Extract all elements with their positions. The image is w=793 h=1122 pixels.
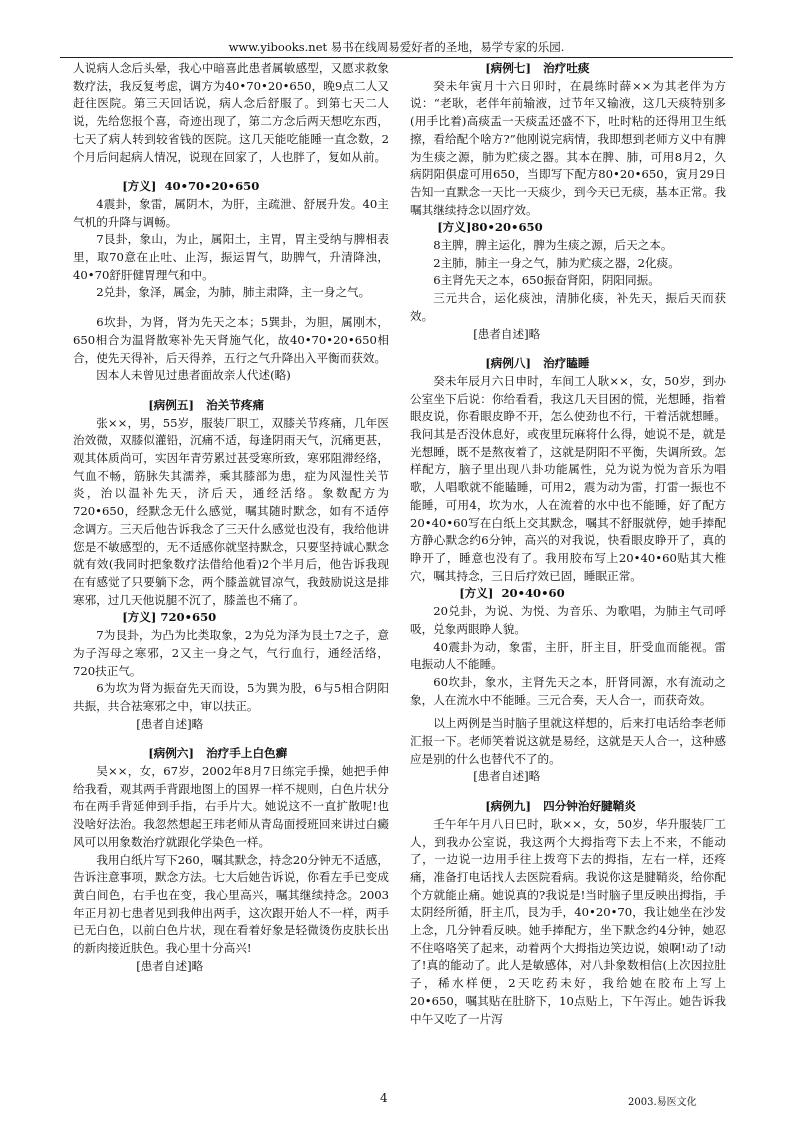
paragraph: 我用白纸片写下260，嘱其默念，持念20分钟无不适感，告诉注意事项，默念方法。七大后她告诉说，你看左手已变成黄白间色，右手也在变，我心里高兴，嘱其继续持念。2003年正月初七患者见到我伸出两手，这次跟开始人不一样，两手已无白色，以前白色片状，现在看着好象是轻微烫伤皮肤长出的新肉接近肤色。我心里十分高兴! (73, 852, 389, 956)
paragraph: 壬午年午月八日巳时，耿××，女，50岁，华升服装厂工人，到我办公室说，我这两个大拇指弯下去上不来，不能动了，一边说一边用手往上拨弯下去的拇指，左右一样，还疼痛，准备打电话找人去医院看病。我说你这是腱鞘炎，给你配个方就能止痛。她说真的?我说是!当时脑子里反映出拇指，手太阴经所循，肝主爪，艮为手，40•20•70，我让她坐在沙发上念，几分钟看反映。她手捧配方，坐下默念约4分钟，她忍不住咯咯笑了起来，动着两个大拇指边笑边说，娘啊!动了!动了!真的能动了。此人是敏感体，对八卦象数相信(上次因拉肚子，稀水样便，2天吃药未好，我给她在胶布上写上20•650，嘱其贴在肚脐下，10点贴上，下午泻止。她告诉我中午又吃了一片泻 (410, 816, 726, 1026)
case-title: 四分钟治好腱鞘炎 (543, 799, 636, 814)
case-heading (73, 745, 389, 763)
paragraph: 2主肺，肺主一身之气，肺为贮痰之器，2化痰。 (433, 255, 680, 270)
fangyi-heading (73, 609, 389, 627)
paragraph: 癸未年辰月六日申时，车间工人耿××，女，50岁，到办公室坐下后说：你给看看，我这几天目困的慌，光想睡，指着眼皮说，你看眼皮睁不开，怎么使劲也不行，干着活就想睡。我问其是否没休息好，或夜里玩麻将什么得，她说不是，就是光想睡，既不是熬夜着了，这就是阴阳不平衡，失调所致。怎样配方，脑子里出现八卦功能属性，兑为说为悦为音乐为唱歌，人唱歌就不能瞌睡，可用2，震为动为雷，打雷一振也不能睡，可用4，坎为水，人在流着的水中也不能睡，好了配方20•40•60写在白纸上交其默念，嘱其不舒服就停，她手捧配方静心默念约6分钟，高兴的对我说，快看眼皮睁开了，真的睁开了，睡意也没有了。我用胶布写上20•40•60贴其大椎穴，嘱其持念，三日后疗效已固，睡眠正常。 (410, 373, 726, 583)
page-header: www.yibooks.net 易书在线周易爱好者的圣地，易学专家的乐园. (228, 40, 565, 54)
right-column (410, 60, 726, 1028)
paragraph: 40震卦为动，象雷，主肝，肝主目，肝受血而能视。雷电振动人不能睡。 (410, 639, 726, 672)
patient-statement: [患者自述]略 (136, 958, 204, 973)
case-heading (410, 60, 726, 78)
paragraph: 吴××，女，67岁，2002年8月7日练完手操，她把手伸给我看，观其两手背跟地图上的国界一样不规则，白色片状分布在两手背延伸到手指，右手片大。她说这不一直扩散呢!也没啥好法治。我忽然想起王玮老师从青岛面授班回来讲过白癜风可以用象数治疗就跟化学染色一样。 (73, 764, 389, 849)
left-column (73, 60, 389, 975)
case-heading (410, 355, 726, 373)
paragraph: 6为坎为肾为振奋先天而设，5为巽为股，6与5相合阴阳共振，共合祛寒邪之中，审以扶正。 (73, 681, 389, 713)
case-tag: [病例五] (148, 397, 194, 412)
footer-publisher: 2003.易医文化 (628, 1097, 697, 1108)
paragraph: 癸未年寅月十六日卯时，在晨练时薛××为其老伴为方说：“老耿，老伴年前输液，过节年又输液，这几天痰特别多(用手比着)高痰盂一天痰盂还盛不下，吐时粘的还得用卫生纸擦，看给配个啥方?”他刚说完病情，我即想到老师方义中有脾为生痰之源，肺为贮痰之器。其本在脾、肺，可用8月2，久病阴阳俱虚可用650，当即写下配方80•20•650，寅月29日告知一直默念一天比一天痰少，到今天已无痰，基本正常。我嘱其继续持念以固疗效。 (410, 78, 726, 217)
case-heading (410, 798, 726, 816)
case-tag: [病例九] (485, 799, 531, 814)
patient-statement: [患者自述]略 (473, 769, 541, 784)
paragraph: 2兑卦，象泽，属金，为肺，肺主肃降，主一身之气。 (96, 285, 371, 300)
case-tag: [病例八] (485, 356, 531, 371)
case-tag: [病例七] (485, 61, 531, 75)
paragraph: 以上两例是当时脑子里就这样想的，后来打电话给李老师汇报一下。老师笑着说这就是易经，这就是天人合一，这种感应是别的什么也替代不了的。 (410, 716, 726, 766)
fangyi-numbers: 80•20•650 (471, 220, 543, 235)
paragraph: 7艮卦，象山，为止，属阳土，主胃，胃主受纳与脾相表里，取70意在止吐、止泻，振运胃气，助脾气，升清降浊，40•70舒肝健胃理气和中。 (73, 232, 389, 282)
case-title: 治疗手上白色癣 (206, 746, 288, 761)
fangyi-heading (410, 585, 726, 603)
fangyi-label: [方义] (122, 610, 157, 625)
paragraph: 7为艮卦，为凸为比类取象，2为兑为泽为艮土7之子，意为子泻母之寒邪，2又主一身之气，气行血行，通经活络，720扶正气。 (73, 628, 389, 678)
paragraph: 张××，男，55岁，服装厂职工，双膝关节疼痛，几年医治效微，双膝似灌铅，沉痛不适，每逢阴雨天气，沉痛更甚，观其体质尚可，实因年青劳累过甚受寒所致，寒邪阻滞经络，气血不畅，筋脉失其濡养，乘其膝部为患，症为风湿性关节炎，治以温补先天，济后天，通经活络。象数配方为720•650，经默念无什么感觉，嘱其随时默念，如有不适停念调方。三天后他告诉我念了三天什么感觉也没有，我给他讲您是不敏感型的，无不适感你就坚持默念，只要坚持诚心默念就有效(我同时把象数疗法借给他看)2个半月后，他告诉我现在有感觉了只要躺下念，两个膝盖就冒凉气，我鼓励说这是排寒邪，过几天他说腿不沉了，膝盖也不痛了。 (73, 415, 389, 607)
paragraph: 20兑卦，为说、为悦、为音乐、为歌唱，为肺主气司呼吸，兑象两眼睁人貌。 (410, 604, 726, 636)
fangyi-numbers: 720•650 (160, 610, 217, 625)
fangyi-numbers: 20•40•60 (501, 586, 565, 601)
paragraph: 因本人未曾见过患者面故亲人代述(略) (96, 368, 291, 383)
patient-statement: [患者自述]略 (136, 716, 204, 731)
case-title: 治疗吐痰 (543, 61, 590, 75)
paragraph: 4震卦，象雷，属阴木，为肝，主疏泄、舒展升发。40主气机的升降与调畅。 (73, 196, 389, 229)
paragraph: 三元共合，运化痰浊，清肺化痰，补先天，振后天而获效。 (410, 291, 726, 323)
paragraph: 6坎卦，为肾，肾为先天之本；5巽卦，为胆，属刚木，650相合为温肾散寒补先天肾施气化，故40•70•20•650相合，使先天得补，后天得养，五行之气升降出入平衡而获效。 (73, 315, 389, 365)
case-heading (73, 397, 389, 415)
fangyi-numbers: 40•70•20•650 (164, 179, 260, 194)
paragraph: 8主脾，脾主运化，脾为生痰之源，后天之本。 (433, 238, 673, 253)
case-title: 治疗瞌睡 (543, 356, 590, 371)
fangyi-heading (73, 178, 389, 196)
paragraph: 6主肾先天之本，650振奋肾阳，阴阳同振。 (433, 273, 660, 288)
paragraph: 人说病人念后头晕，我心中暗喜此患者属敏感型，又愿求救象数疗法，我反复考虑，调方为40•70•20•650，晚9点二人又赶往医院。第三天回话说，病人念后舒服了。到第七天二人说，先给您报个喜，奇迹出现了，第二方念后两天想吃东西，七天了病人转到较省钱的医院。这几天能吃能睡一直念数，2个月后问起病人情况，说现在回家了，人也胖了，复如从前。 (73, 61, 389, 164)
fangyi-label: [方义] (459, 586, 494, 601)
case-tag: [病例六] (148, 746, 194, 761)
fangyi-label: [方义] (437, 220, 472, 235)
fangyi-heading (410, 219, 726, 237)
patient-statement: [患者自述]略 (473, 326, 541, 341)
fangyi-label: [方义] (122, 179, 157, 194)
header-rule (60, 57, 733, 58)
case-title: 治关节疼痛 (206, 397, 265, 412)
page-number: 4 (380, 1091, 388, 1105)
paragraph: 60坎卦，象水，主肾先天之本，肝肾同源，水有流动之象，人在流水中不能睡。三元合奏，天人合一，而获奇效。 (410, 674, 726, 707)
